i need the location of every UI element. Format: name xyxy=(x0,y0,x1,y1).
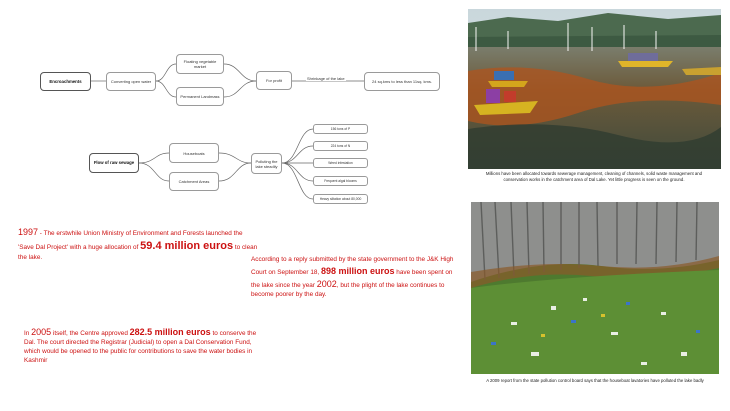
polluted-water-photo xyxy=(471,202,719,374)
catchment-areas-node: Catchment Areas xyxy=(169,172,219,191)
effect-algal: Frequent algal blooms xyxy=(313,176,368,186)
polluted-water-image xyxy=(471,202,719,374)
result-node: 24 sq.kms to less than 11sq. kms. xyxy=(364,72,440,91)
permanent-landmass-node: Permanent Landmass xyxy=(176,87,224,106)
flow-diagrams xyxy=(0,0,432,215)
fact-2002: According to a reply submitted by the state government to the J&K High Court on September 18, 898 million euros have been spent on the lake since the year 2002, but the plight of the lake continues to become poorer by the day. xyxy=(251,256,454,298)
lake-boats-photo xyxy=(468,9,721,169)
fact-2002-year: 2002 xyxy=(316,278,337,289)
effect-siltation: Heavy siltation about 80,000 xyxy=(313,194,368,204)
encroachments-node: Encroachments xyxy=(40,72,91,91)
fact-2002-amount: 898 million euros xyxy=(320,265,395,276)
for-profit-node: For profit xyxy=(256,71,292,90)
effect-phosphorus: 156 tons of P xyxy=(313,124,368,134)
fact-1997: 1997 - The erstwhile Union Ministry of Environment and Forests launched the 'Save Dal Project' with a huge allocation of 59.4 million euros to clean the lake. xyxy=(18,227,258,262)
polluting-node: Polluting the lake steadily xyxy=(251,153,282,174)
polluted-water-caption: A 2009 report from the state pollution control board says that the houseboat lavatories have polluted the lake badly xyxy=(486,378,704,383)
fact-1997-amount: 59.4 million euros xyxy=(140,239,234,252)
converting-node: Converting open water xyxy=(106,72,156,91)
raw-sewage-node: Flow of raw sewage xyxy=(89,153,139,173)
effect-weed: Weed infestation xyxy=(313,158,368,168)
floating-market-node: Floating vegetable market xyxy=(176,54,224,74)
fact-1997-year: 1997 xyxy=(18,227,39,237)
fact-2005-amount: 282.5 million euros xyxy=(129,327,211,337)
lake-boats-caption: Millions have been allocated towards sewerage management, cleaning of channels, solid waste management and conservation works in the catchment area of Dal Lake. Yet little progress is seen on the ground. xyxy=(485,171,703,183)
houseboats-node: Houseboats xyxy=(169,143,219,163)
lake-boats-image xyxy=(468,9,721,169)
fact-2005: In 2005 itself, the Centre approved 282.5 million euros to conserve the Dal. The court directed the Registrar (Judicial) to open a Dal Conservation Fund, which would be opened to the public for contributions to save the water bodies in Kashmir xyxy=(24,327,257,364)
effect-nitrogen: 224 tons of N xyxy=(313,141,368,151)
shrinkage-label: Shrinkage of the lake xyxy=(307,76,345,81)
fact-2005-year: 2005 xyxy=(31,327,52,337)
